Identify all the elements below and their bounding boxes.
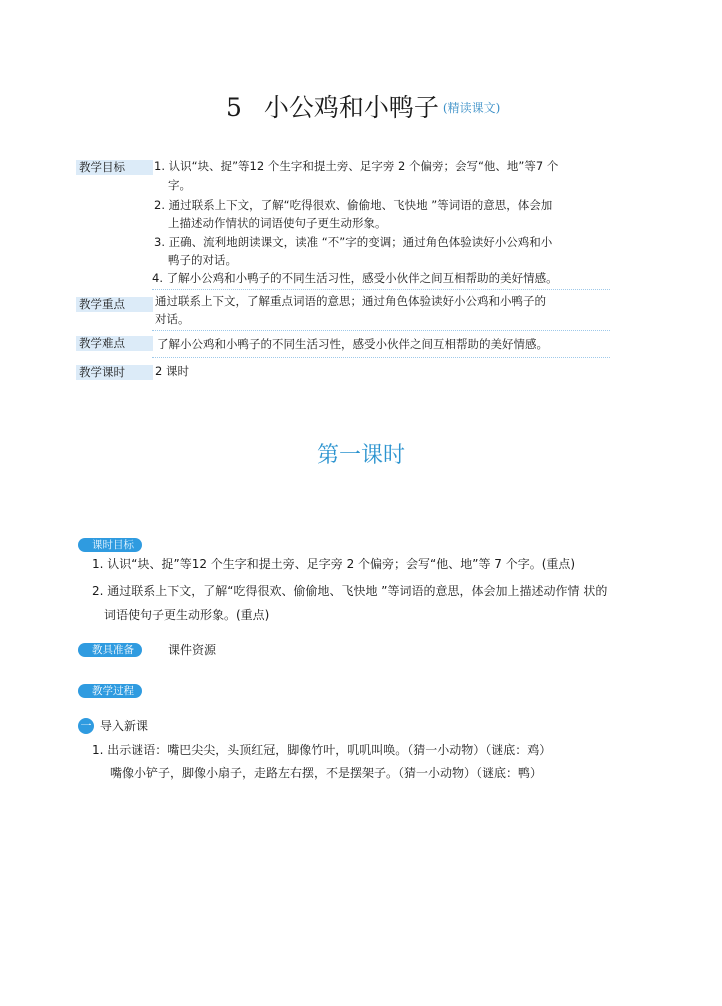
objectives-label: 课时目标	[78, 538, 142, 552]
step-title: 导入新课	[100, 719, 149, 733]
divider	[152, 330, 610, 331]
divider	[152, 289, 610, 290]
divider	[152, 357, 610, 358]
class-hours-text: 2 课时	[155, 364, 189, 378]
goal-line-5: 3. 正确、流利地朗读课文，读准 “不”字的变调；通过角色体验读好小公鸡和小	[154, 235, 553, 249]
lesson-number: 5	[226, 93, 242, 122]
goal-line-1: 1. 认识“块、捉”等12 个生字和提土旁、足字旁 2 个偏旁；会写“他、地”等7 个	[154, 159, 559, 173]
difficulty-text: 了解小公鸡和小鸭子的不同生活习性，感受小伙伴之间互相帮助的美好情感。	[157, 337, 548, 351]
objective-line-3: 词语使句子更生动形象。(重点)	[104, 608, 270, 622]
step-number-badge: 一	[78, 718, 94, 734]
objective-line-1: 1. 认识“块、捉”等12 个生字和提土旁、足字旁 2 个偏旁；会写“他、地”等 7 个字。(重点)	[92, 557, 576, 571]
section-title: 第一课时	[316, 443, 405, 468]
goal-line-7: 4. 了解小公鸡和小鸭子的不同生活习性，感受小伙伴之间互相帮助的美好情感。	[152, 271, 558, 285]
lesson-title	[226, 88, 500, 124]
lesson-type-tag: (精读课文)	[442, 101, 501, 115]
key-points-line-2: 对话。	[155, 312, 190, 326]
objective-line-2: 2. 通过联系上下文，了解“吃得很欢、偷偷地、飞快地 ”等词语的意思，体会加上描述动作情 状的	[92, 584, 608, 598]
goals-label: 教学目标	[76, 160, 153, 175]
riddle-line-1: 1. 出示谜语：嘴巴尖尖，头顶红冠，脚像竹叶，叽叽叫唤。（猜一小动物）（谜底：鸡）	[92, 743, 552, 757]
lesson-title-text: 小公鸡和小鸭子	[263, 93, 439, 122]
prep-label: 教具准备	[78, 643, 142, 657]
prep-text: 课件资源	[168, 643, 217, 657]
difficulty-label: 教学难点	[76, 336, 153, 351]
goal-line-6: 鸭子的对话。	[168, 253, 237, 267]
process-label: 教学过程	[78, 684, 142, 698]
goal-line-2: 字。	[168, 178, 191, 192]
key-points-line-1: 通过联系上下文，了解重点词语的意思；通过角色体验读好小公鸡和小鸭子的	[155, 294, 546, 308]
key-points-label: 教学重点	[76, 297, 153, 312]
class-hours-label: 教学课时	[76, 365, 153, 380]
goal-line-3: 2. 通过联系上下文，了解“吃得很欢、偷偷地、飞快地 ”等词语的意思，体会加	[154, 198, 553, 212]
goal-line-4: 上描述动作情状的词语使句子更生动形象。	[168, 216, 387, 230]
riddle-line-2: 嘴像小铲子，脚像小扇子，走路左右摆，不是摆架子。（猜一小动物）（谜底：鸭）	[110, 766, 543, 780]
